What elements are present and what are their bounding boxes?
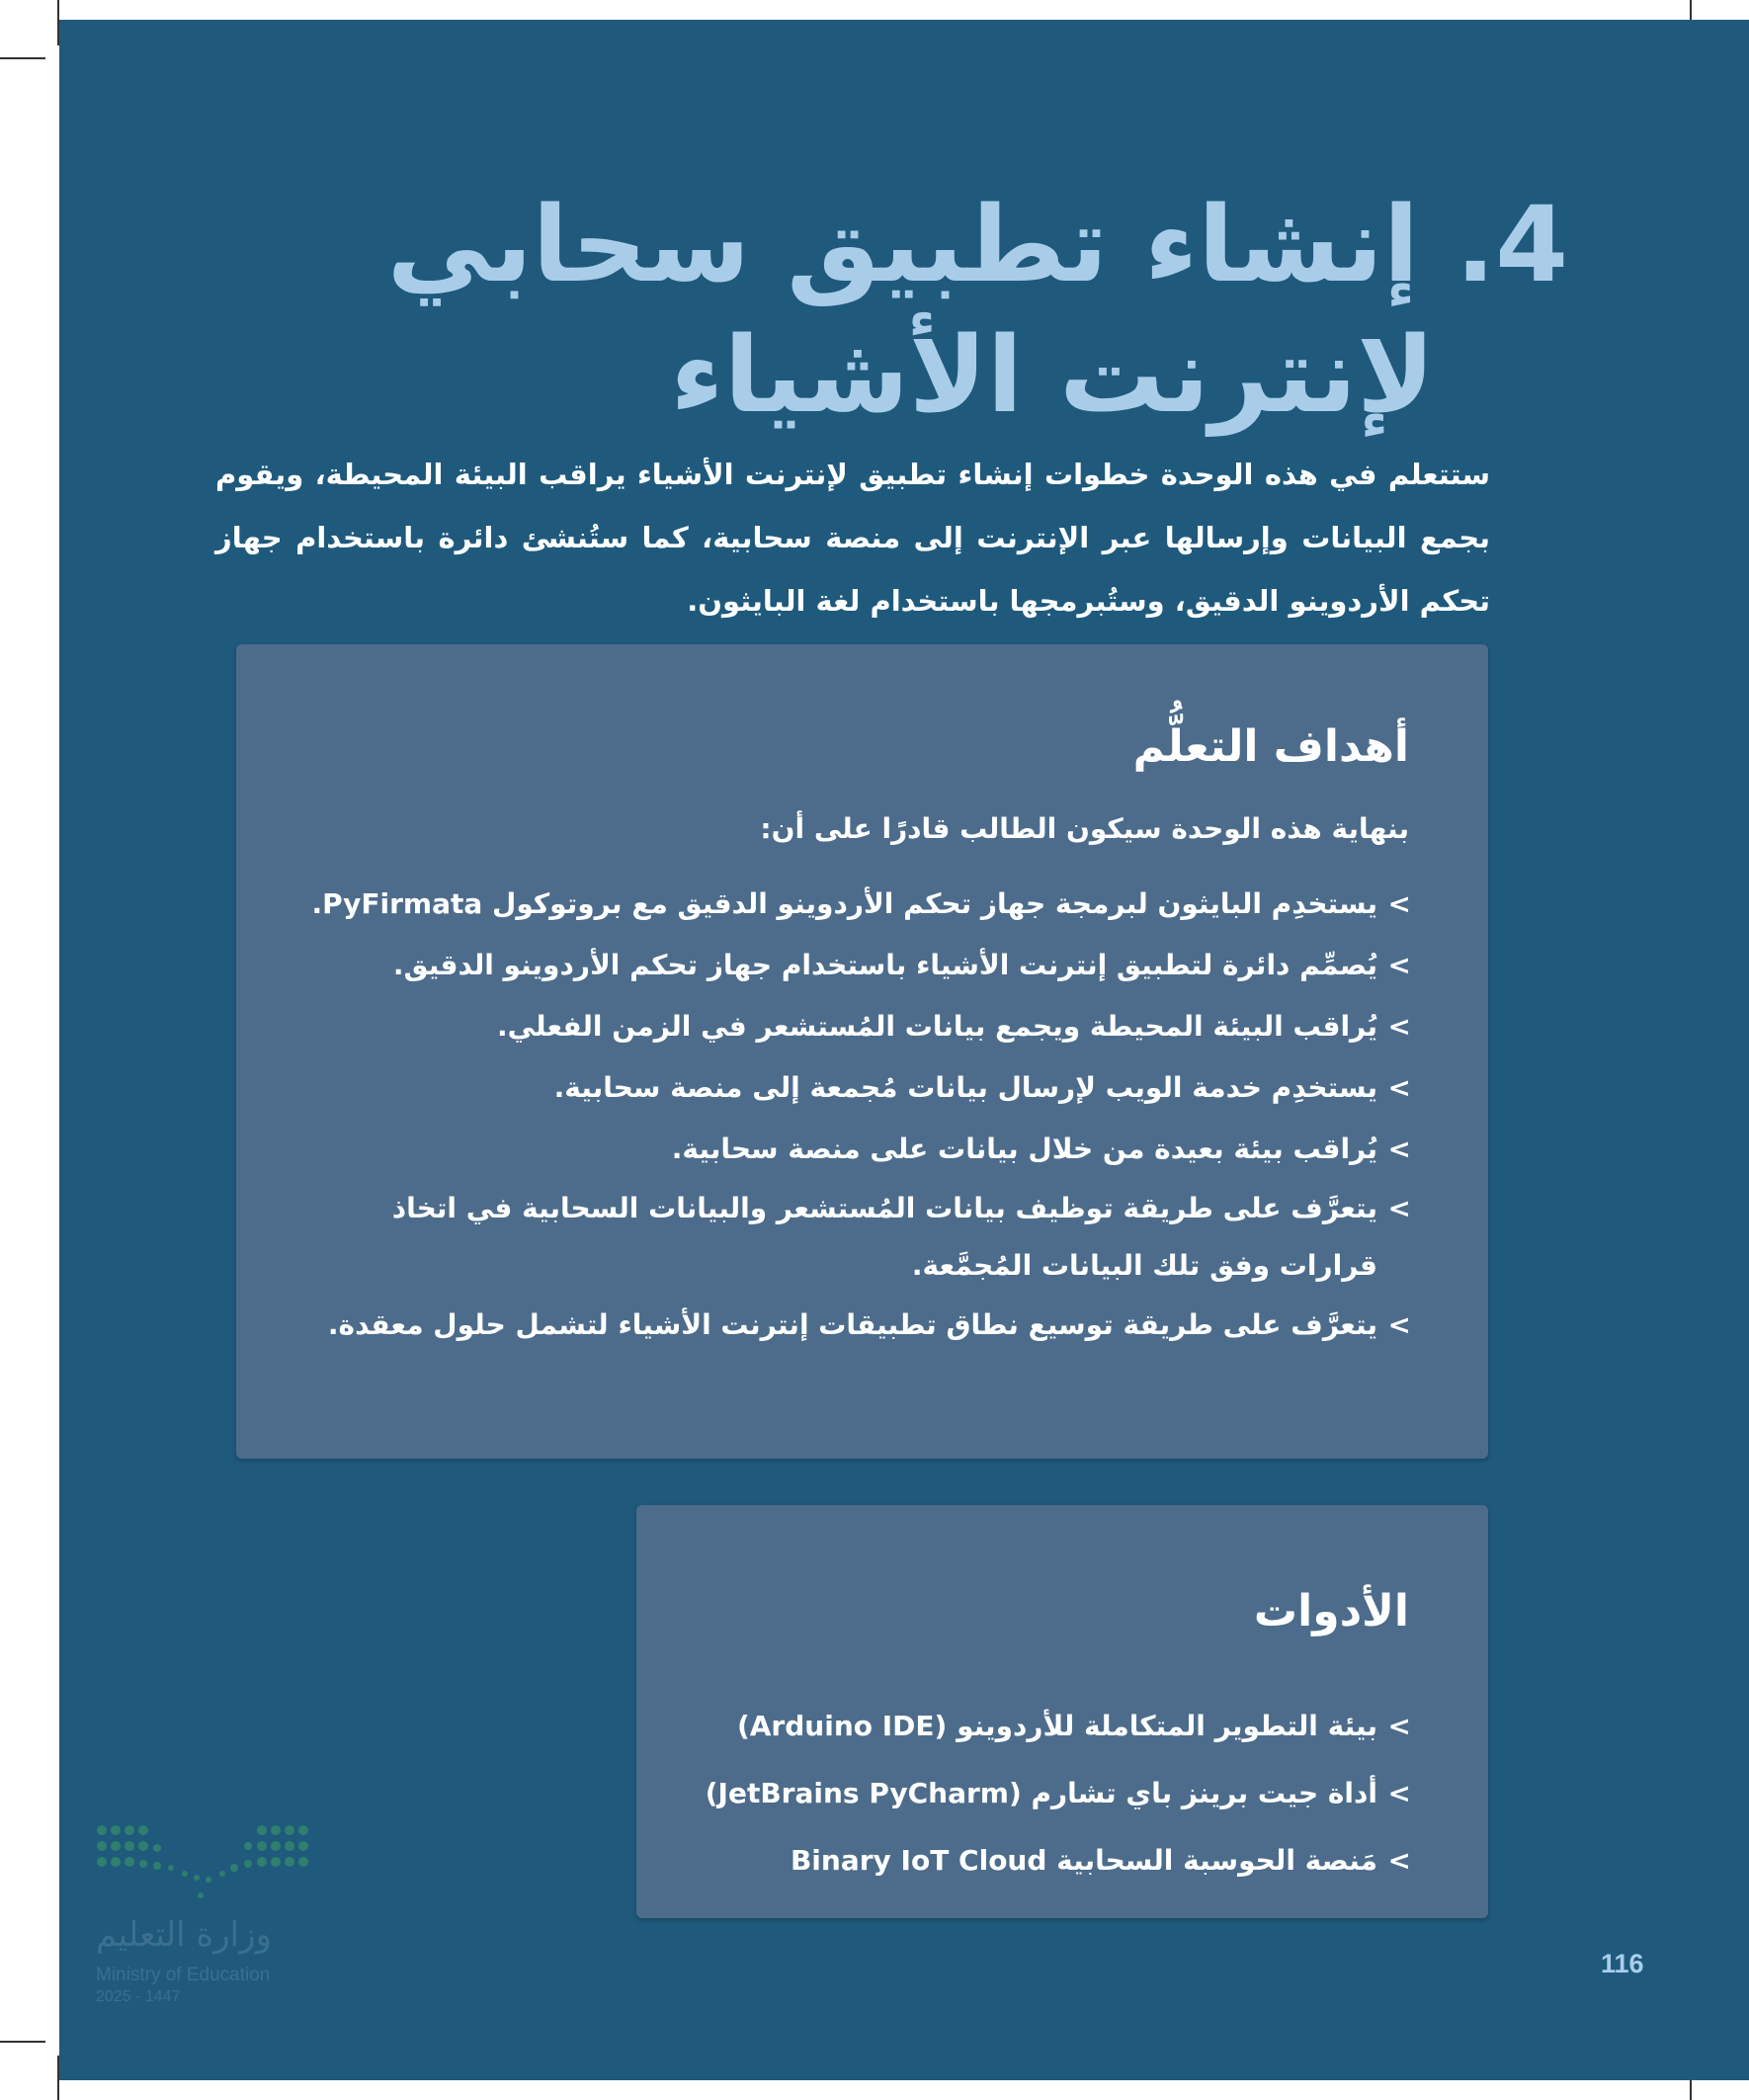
chevron-bullet-icon: >	[1387, 1071, 1411, 1104]
ministry-dots-icon	[94, 1818, 311, 1907]
ministry-name-arabic: وزارة التعليم	[96, 1915, 272, 1955]
list-item	[304, 1295, 1411, 1356]
list-item	[304, 996, 1411, 1057]
chevron-bullet-icon: >	[1387, 1777, 1411, 1809]
page-title-line-2: لإنترنت الأشياء	[670, 314, 1435, 436]
chevron-bullet-icon: >	[1387, 949, 1411, 981]
list-item-text: أداة جيت برينز باي تشارم (JetBrains PyCharm)	[705, 1777, 1377, 1809]
list-item-text: يستخدِم خدمة الويب لإرسال بيانات مُجمعة إلى منصة سحابية.	[553, 1071, 1377, 1104]
list-item-text: يُراقب بيئة بعيدة من خلال بيانات على منصة سحابية.	[671, 1133, 1377, 1165]
ministry-name-english: Ministry of Education	[96, 1965, 271, 1985]
crop-mark	[0, 2041, 45, 2043]
tools-heading: الأدوات	[1253, 1586, 1409, 1637]
chevron-bullet-icon: >	[1387, 1192, 1411, 1224]
list-item	[304, 935, 1411, 996]
list-item-text: يتعرَّف على طريقة توظيف بيانات المُستشعر والبيانات السحابية في اتخاذ قرارات وفق تلك البيانات المُجمَّعة.	[391, 1192, 1377, 1282]
list-item-text: مَنصة الحوسبة السحابية Binary IoT Cloud	[790, 1844, 1377, 1877]
list-item	[304, 1180, 1411, 1295]
ministry-logo	[94, 1818, 321, 2016]
list-item-text: يستخدِم البايثون لبرمجة جهاز تحكم الأردوينو الدقيق مع بروتوكول PyFirmata.	[311, 887, 1377, 920]
chevron-bullet-icon: >	[1387, 1710, 1411, 1742]
learning-goals-lead: بنهاية هذه الوحدة سيكون الطالب قادرًا على أن:	[760, 812, 1409, 845]
intro-paragraph: ستتعلم في هذه الوحدة خطوات إنشاء تطبيق لإنترنت الأشياء يراقب البيئة المحيطة، ويقوم بجمع البيانات وإرسالها عبر الإنترنت إلى منصة سحابية، كما ستُنشئ دائرة باستخدام جهاز تحكم الأردوينو الدقيق، وستُبرمجها باستخدام لغة البايثون.	[215, 458, 1490, 618]
list-item	[304, 874, 1411, 935]
ministry-edition-year: 2025 - 1447	[96, 1988, 181, 2005]
page-title-line-1: 4. إنشاء تطبيق سحابي	[386, 184, 1568, 305]
chevron-bullet-icon: >	[1387, 887, 1411, 920]
list-item	[700, 1693, 1411, 1760]
crop-mark	[0, 57, 45, 59]
learning-goals-box	[236, 644, 1488, 1459]
tools-list	[700, 1693, 1411, 1894]
page-number: 116	[1601, 1949, 1644, 1978]
chevron-bullet-icon: >	[1387, 1133, 1411, 1165]
chevron-bullet-icon: >	[1387, 1010, 1411, 1043]
list-item-text: بيئة التطوير المتكاملة للأردوينو (Arduino IDE)	[736, 1710, 1377, 1742]
list-item	[304, 1119, 1411, 1180]
tools-box	[636, 1505, 1488, 1918]
list-item	[700, 1827, 1411, 1894]
list-item	[304, 1057, 1411, 1119]
list-item-text: يتعرَّف على طريقة توسيع نطاق تطبيقات إنترنت الأشياء لتشمل حلول معقدة.	[327, 1308, 1377, 1341]
list-item	[700, 1760, 1411, 1827]
chevron-bullet-icon: >	[1387, 1844, 1411, 1877]
learning-goals-list	[304, 874, 1411, 1356]
chevron-bullet-icon: >	[1387, 1308, 1411, 1341]
learning-goals-heading: أهداف التعلُّم	[1132, 721, 1409, 772]
list-item-text: يُراقب البيئة المحيطة ويجمع بيانات المُستشعر في الزمن الفعلي.	[497, 1010, 1377, 1043]
list-item-text: يُصمِّم دائرة لتطبيق إنترنت الأشياء باستخدام جهاز تحكم الأردوينو الدقيق.	[392, 949, 1377, 981]
